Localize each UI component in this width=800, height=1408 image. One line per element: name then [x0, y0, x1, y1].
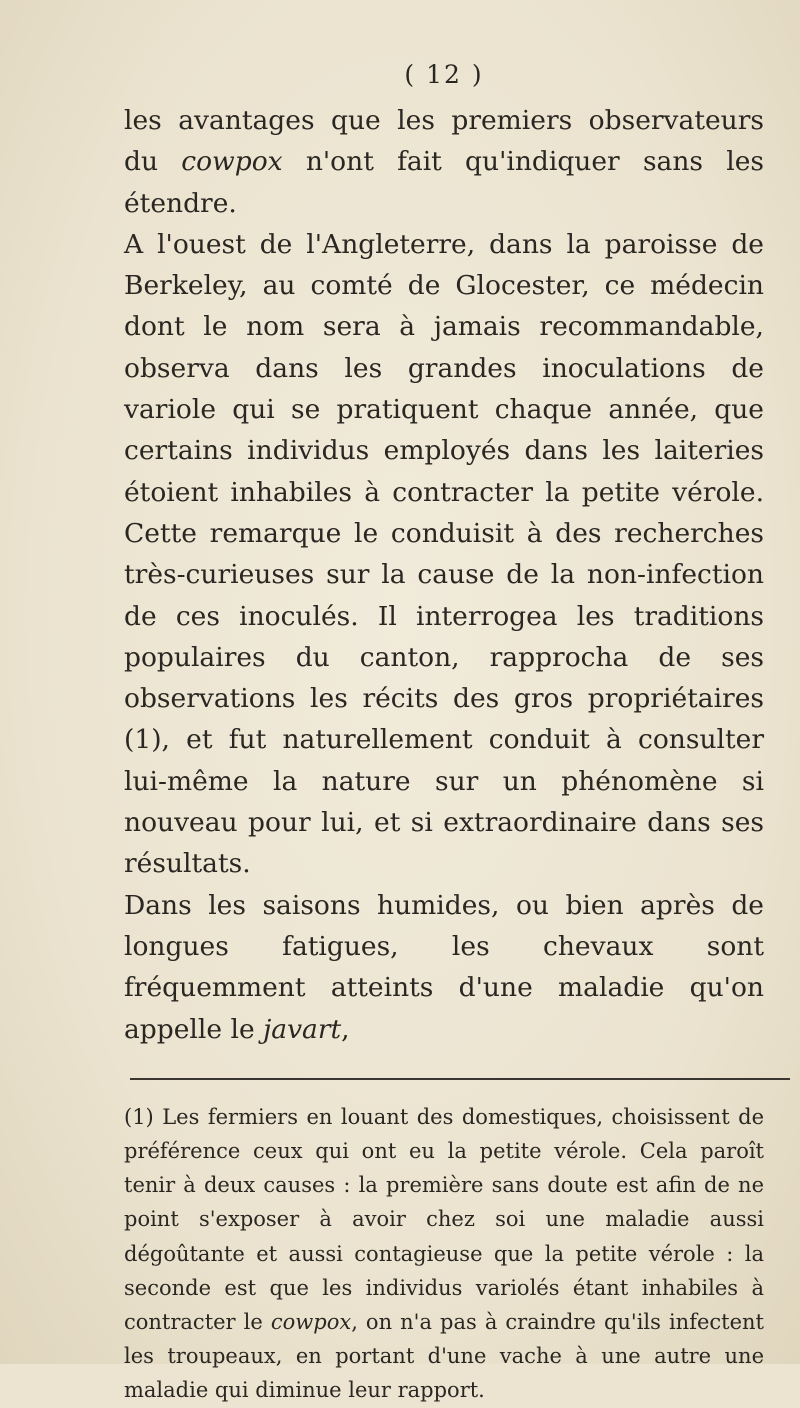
footnote — [124, 1100, 764, 1408]
footnote-separator-rule — [130, 1078, 790, 1080]
paragraph-1-italic: cowpox — [181, 146, 283, 178]
footnote-after: , on n'a pas à craindre qu'ils infectent les troupeaux, en portant d'une vache à une autre une maladie qui diminue leur rapport. — [124, 1310, 764, 1403]
paragraph-1-before: les avantages que les premiers observateurs du — [124, 105, 764, 178]
paragraph-3-after: , — [341, 1013, 350, 1045]
page-number: ( 12 ) — [404, 60, 484, 89]
paragraph-3 — [124, 885, 764, 1050]
footnote-before: (1) Les fermiers en louant des domestiques, choisissent de préférence ceux qui ont eu la petite vérole. Cela paroît tenir à deux causes : la première sans doute est afin de ne point s'exposer à avoir chez soi une maladie aussi dégoûtante et aussi contagieuse que la petite vérole : la seconde est que les individus variolés étant inhabiles à contracter le — [124, 1104, 764, 1335]
paragraph-3-before: Dans les saisons humides, ou bien après de longues fatigues, les chevaux sont fréquemment atteints d'une maladie qu'on appelle le — [124, 889, 764, 1045]
paragraph-2: A l'ouest de l'Angleterre, dans la paroisse de Berkeley, au comté de Glocester, ce médecin dont le nom sera à jamais recommandable, observa dans les grandes inoculations de variole qui se pratiquent chaque année, que certains individus employés dans les laiteries étoient inhabiles à contracter la petite vérole. Cette remarque le conduisit à des recherches très-curieuses sur la cause de la non-infection de ces inoculés. Il interrogea les traditions populaires du canton, rapprocha de ses observations les récits des gros propriétaires (1), et fut naturellement conduit à consulter lui-même la nature sur un phénomène si nouveau pour lui, et si extraordinaire dans ses résultats. — [124, 228, 764, 880]
footnote-italic: cowpox — [270, 1310, 352, 1335]
main-text — [124, 100, 764, 1050]
paragraph-1-after: n'ont fait qu'indiquer sans les étendre. — [124, 146, 764, 219]
paragraph-1 — [124, 100, 764, 224]
paragraph-3-italic: javart — [263, 1013, 342, 1045]
